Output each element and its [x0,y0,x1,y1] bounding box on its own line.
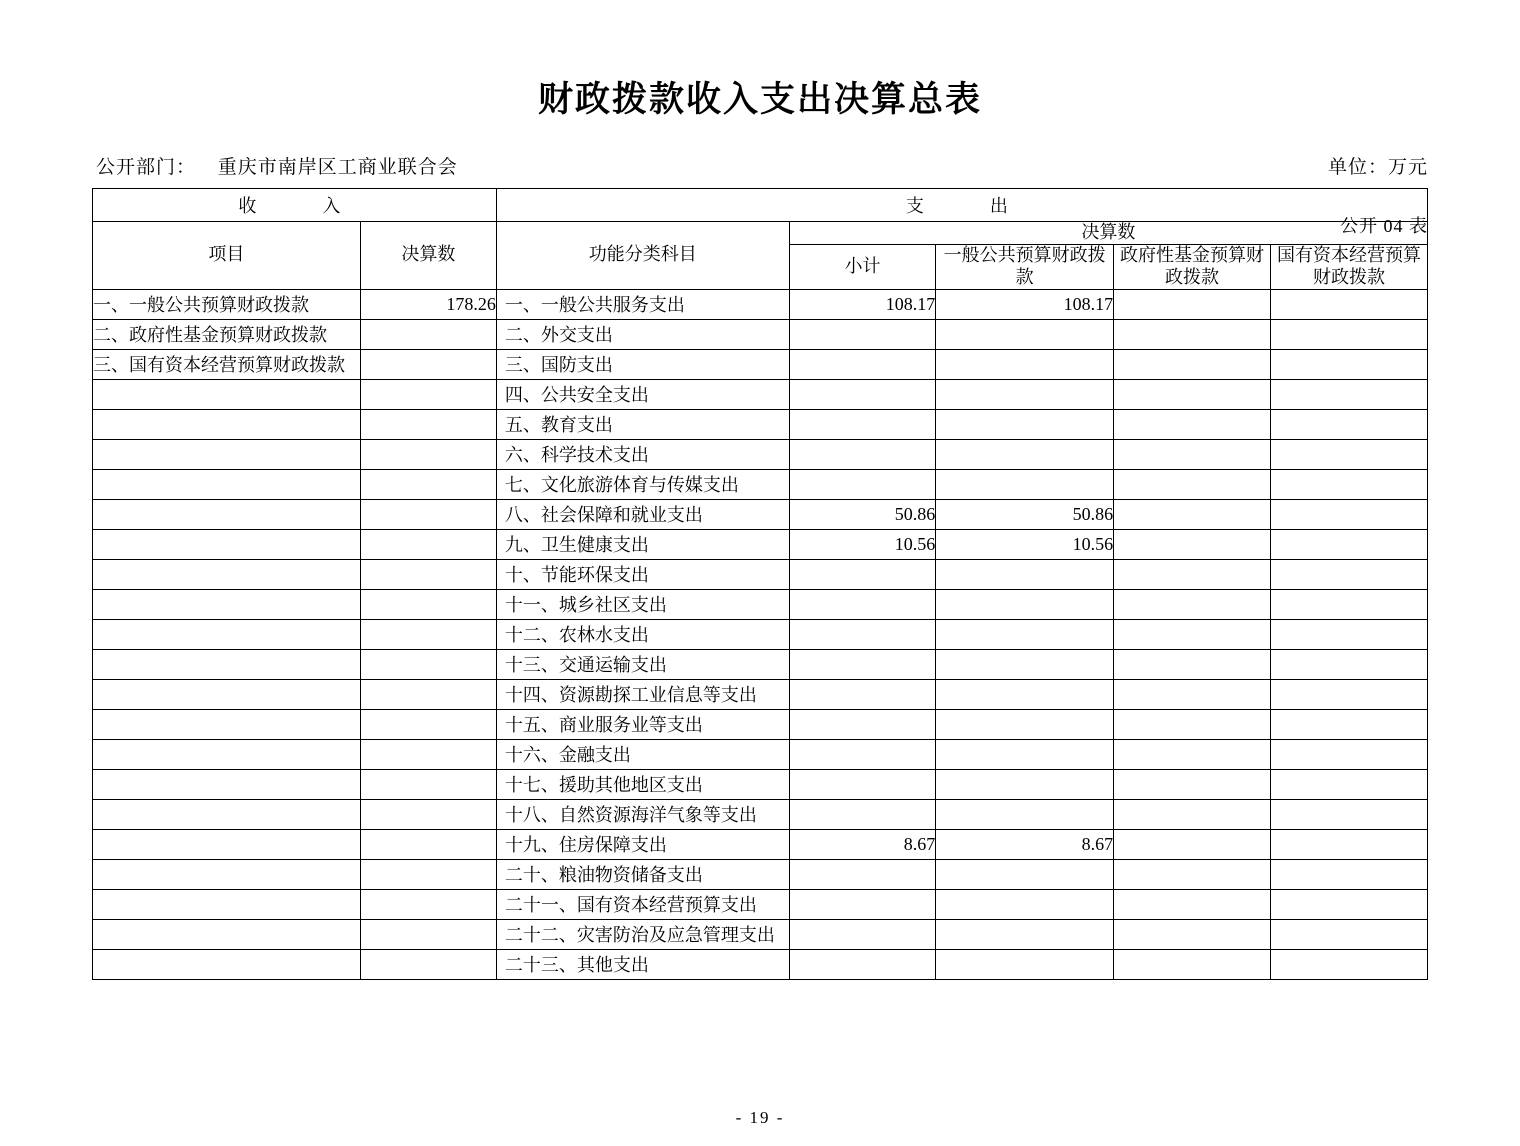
income-item-cell [93,679,361,709]
table-row [93,349,1428,379]
income-item-cell [93,469,361,499]
expenditure-capital-cell [1271,919,1428,949]
header-income-final: 决算数 [360,222,496,290]
expenditure-capital-cell [1271,769,1428,799]
header-expenditure-final: 决算数 [789,222,1427,245]
income-final-cell [360,889,496,919]
expenditure-subtotal-cell [789,349,935,379]
expenditure-category-cell: 五、教育支出 [496,409,789,439]
expenditure-subtotal-cell [789,859,935,889]
expenditure-general-cell [936,559,1114,589]
expenditure-capital-cell [1271,889,1428,919]
expenditure-fund-cell [1114,769,1271,799]
unit-note: 单位：万元 [1327,157,1428,178]
expenditure-subtotal-cell [789,799,935,829]
expenditure-general-cell [936,619,1114,649]
expenditure-subtotal-cell [789,949,935,979]
expenditure-fund-cell [1114,949,1271,979]
expenditure-fund-cell [1114,319,1271,349]
income-final-cell [360,409,496,439]
expenditure-capital-cell [1271,709,1428,739]
page-number: - 19 - [735,1108,785,1127]
table-group-header-row [93,189,1428,222]
expenditure-general-cell [936,379,1114,409]
expenditure-general-cell [936,859,1114,889]
table-row [93,409,1428,439]
table-row [93,859,1428,889]
expenditure-subtotal-cell: 8.67 [789,829,935,859]
expenditure-fund-cell [1114,649,1271,679]
income-item-cell [93,379,361,409]
expenditure-category-cell: 七、文化旅游体育与传媒支出 [496,469,789,499]
table-row [93,469,1428,499]
table-row [93,949,1428,979]
expenditure-fund-cell [1114,379,1271,409]
income-final-cell [360,859,496,889]
expenditure-category-cell: 一、一般公共服务支出 [496,289,789,319]
expenditure-general-cell [936,439,1114,469]
expenditure-general-cell [936,949,1114,979]
expenditure-category-cell: 九、卫生健康支出 [496,529,789,559]
table-row [93,589,1428,619]
income-final-cell [360,649,496,679]
income-final-cell [360,589,496,619]
expenditure-fund-cell [1114,469,1271,499]
expenditure-category-cell: 八、社会保障和就业支出 [496,499,789,529]
header-state-capital-budget: 国有资本经营预算财政拨款 [1271,244,1428,289]
expenditure-subtotal-cell: 108.17 [789,289,935,319]
expenditure-capital-cell [1271,829,1428,859]
expenditure-capital-cell [1271,439,1428,469]
table-row [93,889,1428,919]
income-item-cell: 二、政府性基金预算财政拨款 [93,319,361,349]
income-final-cell [360,619,496,649]
income-item-cell [93,649,361,679]
table-row [93,799,1428,829]
expenditure-subtotal-cell [789,409,935,439]
expenditure-capital-cell [1271,529,1428,559]
table-header-row-1 [93,222,1428,245]
expenditure-fund-cell [1114,589,1271,619]
expenditure-capital-cell [1271,499,1428,529]
expenditure-subtotal-cell [789,559,935,589]
expenditure-subtotal-cell [789,769,935,799]
expenditure-general-cell [936,769,1114,799]
expenditure-category-cell: 四、公共安全支出 [496,379,789,409]
income-item-cell [93,439,361,469]
expenditure-general-cell: 8.67 [936,829,1114,859]
expenditure-capital-cell [1271,859,1428,889]
expenditure-capital-cell [1271,949,1428,979]
expenditure-subtotal-cell [789,889,935,919]
expenditure-category-cell: 十二、农林水支出 [496,619,789,649]
expenditure-category-cell: 十九、住房保障支出 [496,829,789,859]
expenditure-general-cell [936,709,1114,739]
expenditure-fund-cell [1114,889,1271,919]
expenditure-capital-cell [1271,649,1428,679]
income-item-cell [93,769,361,799]
header-subtotal: 小计 [789,244,935,289]
table-row [93,319,1428,349]
document-page [0,72,1520,1146]
expenditure-general-cell [936,649,1114,679]
expenditure-category-cell: 二十、粮油物资储备支出 [496,859,789,889]
income-final-cell: 178.26 [360,289,496,319]
header-gov-fund-budget: 政府性基金预算财政拨款 [1114,244,1271,289]
table-row [93,439,1428,469]
expenditure-capital-cell [1271,799,1428,829]
expenditure-capital-cell [1271,619,1428,649]
expenditure-category-cell: 二十一、国有资本经营预算支出 [496,889,789,919]
income-final-cell [360,949,496,979]
expenditure-category-cell: 二十三、其他支出 [496,949,789,979]
expenditure-capital-cell [1271,559,1428,589]
expenditure-capital-cell [1271,589,1428,619]
income-final-cell [360,469,496,499]
expenditure-subtotal-cell: 10.56 [789,529,935,559]
table-row [93,649,1428,679]
expenditure-fund-cell [1114,439,1271,469]
income-final-cell [360,829,496,859]
expenditure-capital-cell [1271,289,1428,319]
table-row [93,709,1428,739]
income-final-cell [360,679,496,709]
expenditure-capital-cell [1271,679,1428,709]
expenditure-category-cell: 二十二、灾害防治及应急管理支出 [496,919,789,949]
expenditure-subtotal-cell: 50.86 [789,499,935,529]
income-item-cell [93,559,361,589]
expenditure-subtotal-cell [789,379,935,409]
group-header-expenditure: 支 出 [496,189,1427,222]
income-final-cell [360,439,496,469]
expenditure-subtotal-cell [789,679,935,709]
income-item-cell [93,889,361,919]
income-final-cell [360,379,496,409]
income-final-cell [360,529,496,559]
table-row [93,559,1428,589]
group-header-income: 收 入 [93,189,497,222]
table-row [93,529,1428,559]
department-line [96,152,458,179]
income-item-cell: 一、一般公共预算财政拨款 [93,289,361,319]
expenditure-general-cell [936,679,1114,709]
table-row [93,769,1428,799]
expenditure-fund-cell [1114,499,1271,529]
expenditure-category-cell: 十八、自然资源海洋气象等支出 [496,799,789,829]
expenditure-general-cell: 50.86 [936,499,1114,529]
expenditure-general-cell: 108.17 [936,289,1114,319]
expenditure-fund-cell [1114,739,1271,769]
expenditure-capital-cell [1271,319,1428,349]
department-label: 公开部门： [96,157,197,178]
expenditure-fund-cell [1114,529,1271,559]
expenditure-subtotal-cell [789,739,935,769]
expenditure-fund-cell [1114,919,1271,949]
expenditure-capital-cell [1271,349,1428,379]
expenditure-category-cell: 六、科学技术支出 [496,439,789,469]
expenditure-subtotal-cell [789,649,935,679]
meta-row [92,152,1428,178]
form-number: 公开 04 表 [1340,216,1428,236]
expenditure-fund-cell [1114,799,1271,829]
income-item-cell [93,859,361,889]
income-item-cell [93,529,361,559]
expenditure-capital-cell [1271,739,1428,769]
table-row [93,679,1428,709]
table-row [93,289,1428,319]
expenditure-subtotal-cell [789,709,935,739]
expenditure-category-cell: 十六、金融支出 [496,739,789,769]
income-final-cell [360,349,496,379]
expenditure-general-cell [936,349,1114,379]
expenditure-category-cell: 十七、援助其他地区支出 [496,769,789,799]
table-row [93,739,1428,769]
department-name: 重庆市南岸区工商业联合会 [217,157,458,178]
income-final-cell [360,319,496,349]
income-item-cell [93,919,361,949]
table-row [93,379,1428,409]
expenditure-general-cell [936,889,1114,919]
expenditure-subtotal-cell [789,319,935,349]
expenditure-fund-cell [1114,679,1271,709]
expenditure-fund-cell [1114,409,1271,439]
income-final-cell [360,919,496,949]
header-func-category: 功能分类科目 [496,222,789,290]
expenditure-fund-cell [1114,859,1271,889]
expenditure-fund-cell [1114,829,1271,859]
expenditure-fund-cell [1114,349,1271,379]
income-item-cell [93,829,361,859]
expenditure-general-cell [936,319,1114,349]
expenditure-general-cell [936,409,1114,439]
expenditure-capital-cell [1271,379,1428,409]
page-title: 财政拨款收入支出决算总表 [537,79,982,120]
income-item-cell [93,739,361,769]
income-item-cell [93,949,361,979]
income-final-cell [360,799,496,829]
expenditure-subtotal-cell [789,589,935,619]
expenditure-subtotal-cell [789,619,935,649]
expenditure-general-cell [936,919,1114,949]
expenditure-general-cell [936,799,1114,829]
income-item-cell: 三、国有资本经营预算财政拨款 [93,349,361,379]
expenditure-capital-cell [1271,469,1428,499]
expenditure-general-cell [936,739,1114,769]
expenditure-subtotal-cell [789,439,935,469]
expenditure-general-cell [936,469,1114,499]
income-final-cell [360,559,496,589]
income-final-cell [360,709,496,739]
expenditure-category-cell: 十一、城乡社区支出 [496,589,789,619]
expenditure-category-cell: 十五、商业服务业等支出 [496,709,789,739]
header-income-item: 项目 [93,222,361,290]
expenditure-fund-cell [1114,289,1271,319]
budget-table [92,188,1428,980]
income-final-cell [360,499,496,529]
income-item-cell [93,589,361,619]
income-item-cell [93,499,361,529]
income-final-cell [360,739,496,769]
expenditure-category-cell: 十四、资源勘探工业信息等支出 [496,679,789,709]
table-row [93,919,1428,949]
table-row [93,499,1428,529]
table-row [93,619,1428,649]
expenditure-category-cell: 十三、交通运输支出 [496,649,789,679]
expenditure-capital-cell [1271,409,1428,439]
income-item-cell [93,799,361,829]
expenditure-general-cell [936,589,1114,619]
expenditure-general-cell: 10.56 [936,529,1114,559]
table-row [93,829,1428,859]
income-item-cell [93,709,361,739]
income-item-cell [93,619,361,649]
expenditure-fund-cell [1114,709,1271,739]
expenditure-fund-cell [1114,619,1271,649]
expenditure-category-cell: 十、节能环保支出 [496,559,789,589]
expenditure-fund-cell [1114,559,1271,589]
expenditure-subtotal-cell [789,919,935,949]
income-final-cell [360,769,496,799]
expenditure-subtotal-cell [789,469,935,499]
expenditure-category-cell: 二、外交支出 [496,319,789,349]
expenditure-category-cell: 三、国防支出 [496,349,789,379]
header-general-public-budget: 一般公共预算财政拨款 [936,244,1114,289]
income-item-cell [93,409,361,439]
